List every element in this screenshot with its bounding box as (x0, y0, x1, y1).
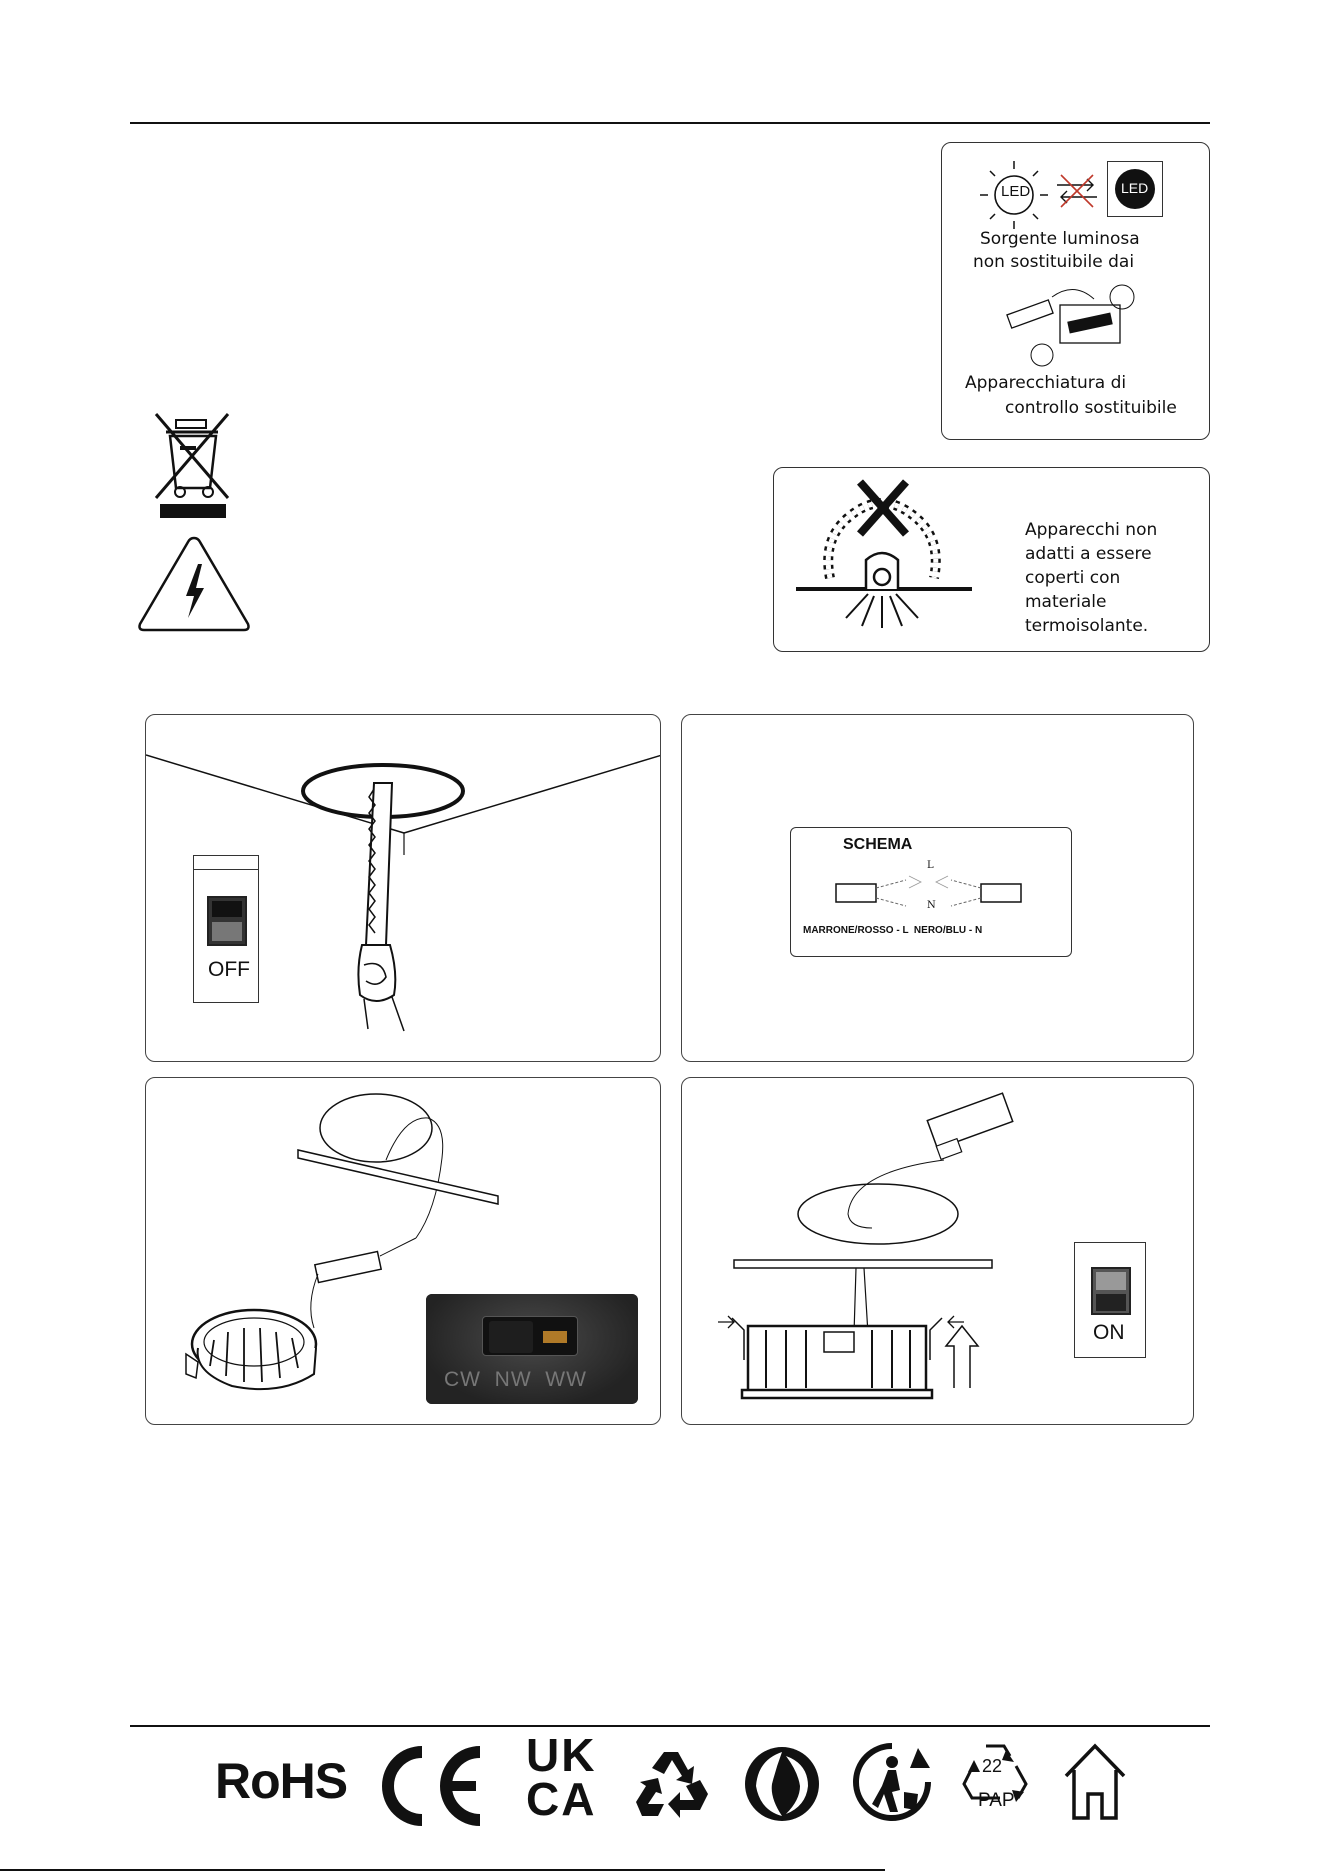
pap-number: 22 (982, 1756, 1003, 1776)
driver-caption-line2: controllo sostituibile (1005, 398, 1177, 418)
switch-on-label: ON (1093, 1321, 1125, 1344)
high-voltage-warning-icon (136, 534, 252, 634)
step-4-install-panel (681, 1077, 1194, 1425)
ukca-mark-bottom: CA (526, 1773, 597, 1825)
led-caption-line2: non sostituibile dai (973, 252, 1135, 272)
power-switch-on (1074, 1242, 1146, 1358)
weee-bin-icon (152, 412, 234, 518)
recycle-icon (634, 1746, 714, 1822)
wire-color-legend: MARRONE/ROSSO - L NERO/BLU - N (803, 925, 983, 936)
pap-label: PAP (978, 1790, 1015, 1811)
bottom-rule (130, 1725, 1210, 1727)
no-replace-icon (1053, 171, 1101, 211)
driver-caption-line1: Apparecchiatura di (965, 373, 1127, 393)
pap-22-recycle-icon (960, 1740, 1030, 1826)
tidyman-recycle-icon (852, 1742, 934, 1824)
no-insulation-cover-icon (790, 478, 980, 643)
ce-mark-text (380, 1744, 381, 1745)
insulation-text-line4: materiale (1025, 592, 1107, 612)
insulation-text-line5: termoisolante. (1025, 616, 1149, 636)
step-2-wiring-panel (681, 714, 1194, 1062)
step-1-cut-hole-panel (145, 714, 661, 1062)
ukca-mark-top: UK (526, 1729, 597, 1781)
insulation-text-line3: coperti con (1025, 568, 1121, 588)
driver-replace-icon (1002, 283, 1142, 367)
switch-rocker-icon (1091, 1267, 1131, 1315)
insulation-text-line1: Apparecchi non (1025, 520, 1158, 540)
ce-mark-icon (380, 1744, 486, 1828)
rohs-logo: RoHS (215, 1753, 348, 1809)
insulation-text-line2: adatti a essere (1025, 544, 1152, 564)
led-sun-label: LED (1001, 183, 1031, 200)
power-switch-off (193, 855, 259, 1003)
switch-off-label: OFF (208, 958, 250, 981)
cct-slider-knob (482, 1316, 578, 1356)
led-dark-icon (1107, 161, 1163, 217)
switch-rocker-icon (207, 896, 247, 946)
led-caption-line1: Sorgente luminosa (980, 229, 1140, 249)
wire-l-label: L (927, 860, 934, 871)
cct-switch-photo (426, 1294, 638, 1404)
green-dot-icon (742, 1744, 822, 1824)
led-dark-label: LED (1121, 180, 1149, 196)
insulation-warning-panel (773, 467, 1210, 652)
wire-n-label: N (927, 900, 936, 911)
step-3-connect-panel (145, 1077, 661, 1425)
led-source-panel (941, 142, 1210, 440)
wiring-schema-box (790, 827, 1072, 957)
cct-labels: CW NW WW (444, 1368, 587, 1391)
top-rule (130, 122, 1210, 124)
indoor-use-house-icon (1062, 1742, 1128, 1822)
schema-title: SCHEMA (843, 836, 913, 853)
footer-underline (0, 1869, 885, 1871)
